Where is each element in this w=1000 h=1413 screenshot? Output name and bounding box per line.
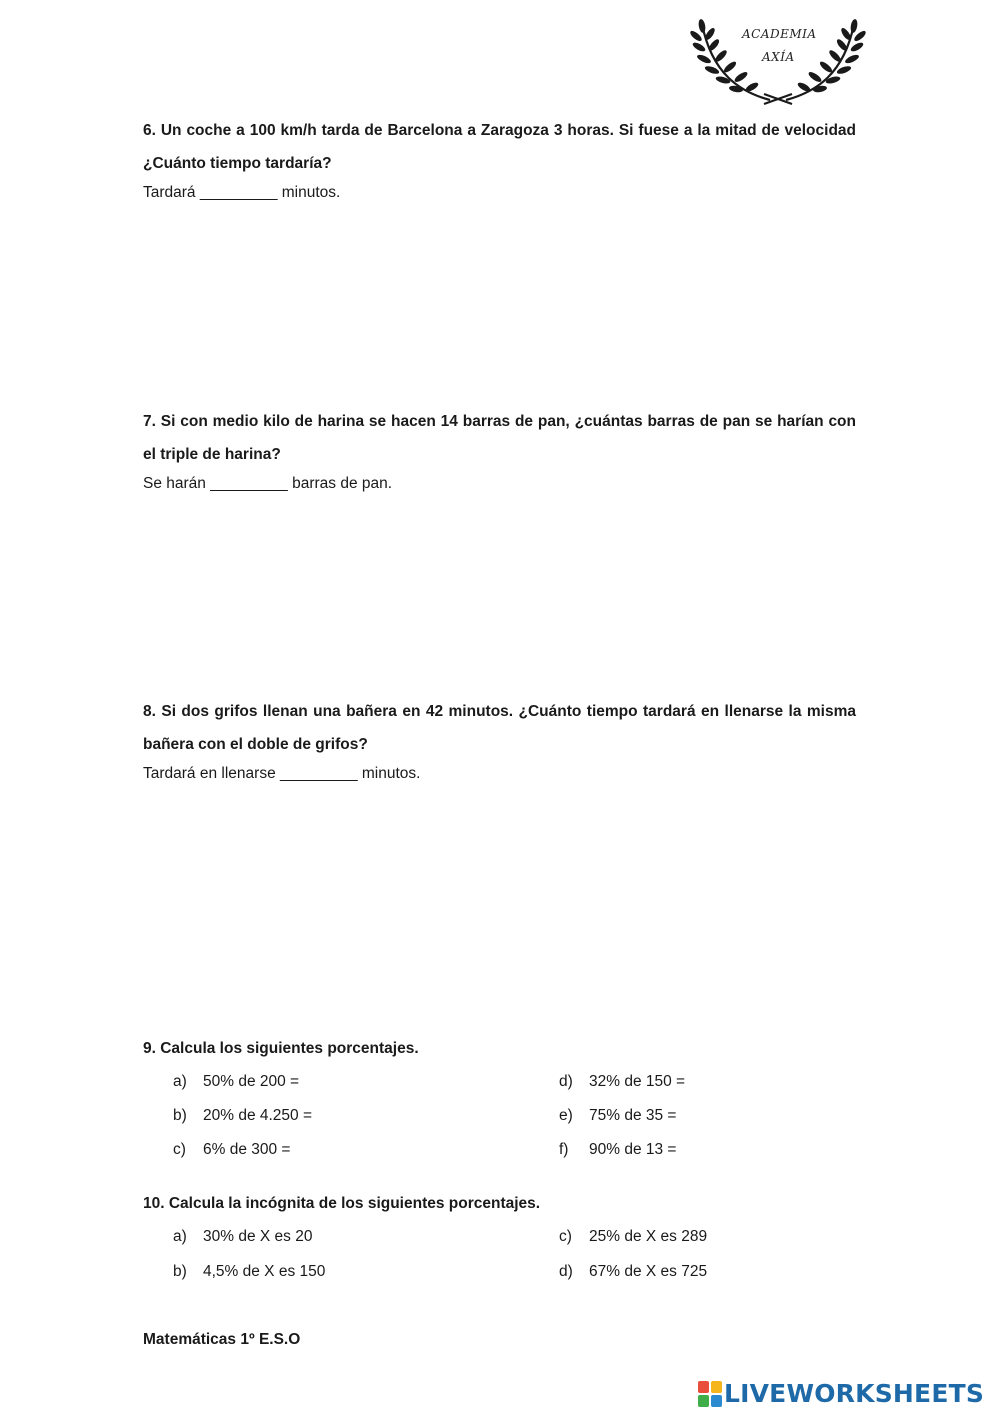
- question-text: 6. Un coche a 100 km/h tarda de Barcelona a Zaragoza 3 horas. Si fuese a la mitad de velocidad ¿Cuánto tiempo tardaría?: [143, 122, 856, 172]
- item-letter: d): [559, 1073, 573, 1090]
- question-title: 10. Calcula la incógnita de los siguientes porcentajes.: [143, 1195, 541, 1212]
- item-text: 4,5% de X es 150: [203, 1263, 326, 1280]
- logo-text-line2: AXÍA: [762, 50, 795, 64]
- item-text: 32% de 150 =: [589, 1073, 686, 1090]
- list-item: [559, 1071, 685, 1093]
- item-text: 6% de 300 =: [203, 1141, 291, 1158]
- list-item: [559, 1261, 707, 1283]
- question-text: 8. Si dos grifos llenan una bañera en 42 minutos. ¿Cuánto tiempo tardará en llenarse la misma bañera con el doble de grifos?: [143, 703, 856, 753]
- list-item: [173, 1139, 290, 1161]
- list-item: [173, 1071, 299, 1093]
- item-letter: f): [559, 1141, 569, 1158]
- item-text: 20% de 4.250 =: [203, 1107, 313, 1124]
- item-text: 75% de 35 =: [589, 1107, 677, 1124]
- logo-tile: [698, 1381, 709, 1393]
- answer-line: Se harán _________ barras de pan.: [143, 475, 393, 492]
- list-item: [559, 1226, 707, 1248]
- item-text: 30% de X es 20: [203, 1228, 313, 1245]
- item-text: 90% de 13 =: [589, 1141, 677, 1158]
- list-item: [559, 1139, 676, 1161]
- logo-tile: [711, 1395, 722, 1407]
- item-letter: c): [559, 1228, 572, 1245]
- question-7: [143, 405, 856, 495]
- question-6: [143, 114, 856, 204]
- question-9: [143, 1038, 856, 1060]
- item-letter: a): [173, 1073, 187, 1090]
- item-text: 50% de 200 =: [203, 1073, 300, 1090]
- subject-footer: Matemáticas 1º E.S.O: [143, 1331, 301, 1348]
- question-title: 9. Calcula los siguientes porcentajes.: [143, 1040, 419, 1057]
- list-item: [173, 1261, 325, 1283]
- item-letter: b): [173, 1107, 187, 1124]
- item-letter: a): [173, 1228, 187, 1245]
- item-letter: b): [173, 1263, 187, 1280]
- item-text: 25% de X es 289: [589, 1228, 708, 1245]
- item-letter: c): [173, 1141, 186, 1158]
- item-text: 67% de X es 725: [589, 1263, 708, 1280]
- list-item: [559, 1105, 676, 1127]
- item-letter: e): [559, 1107, 573, 1124]
- logo-tile: [698, 1395, 709, 1407]
- liveworksheets-brand[interactable]: [698, 1379, 984, 1409]
- liveworksheets-logo-icon: [698, 1381, 722, 1407]
- academia-axia-logo: [690, 14, 866, 106]
- brand-name: LIVEWORKSHEETS: [724, 1379, 985, 1408]
- answer-line: Tardará en llenarse _________ minutos.: [143, 765, 421, 782]
- item-letter: d): [559, 1263, 573, 1280]
- answer-line: Tardará _________ minutos.: [143, 184, 341, 201]
- question-10: [143, 1193, 856, 1215]
- logo-text-line1: ACADEMIA: [742, 27, 817, 41]
- list-item: [173, 1226, 312, 1248]
- question-text: 7. Si con medio kilo de harina se hacen 14 barras de pan, ¿cuántas barras de pan se harían con el triple de harina?: [143, 413, 856, 463]
- logo-tile: [711, 1381, 722, 1393]
- list-item: [173, 1105, 312, 1127]
- question-8: [143, 695, 856, 785]
